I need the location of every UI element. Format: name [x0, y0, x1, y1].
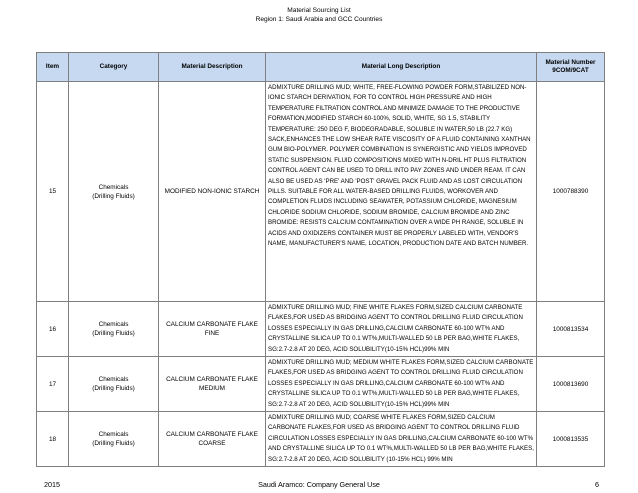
header-material-number — [537, 53, 605, 82]
item-cell: 18 — [37, 412, 69, 467]
long-description-text: ADMIXTURE DRILLING MUD; COARSE WHITE FLAKES FORM,SIZED CALCIUM CARBONATE FLAKES,FOR USED AS BRIDGING AGENT TO CONTROL DRILLING FLUID CIRCULATION LOSSES ESPECIALLY IN GAS DRILLING,CALCIUM CARBONATE 60-100 WT% AND CRYSTALLINE SILICA UP TO 0.1 WT%,MULTI-WALLED 50 LB PER BAG,WHITE FLAKES, SG:2.7-2.8 AT 20 DEG, ACID SOLUBILITY (10-15% HCL) 99% MIN — [268, 414, 534, 463]
description-line1: CALCIUM CARBONATE FLAKE — [166, 376, 258, 383]
long-description-cell — [266, 82, 537, 302]
long-description-text: ADMIXTURE DRILLING MUD; WHITE, FREE-FLOWING POWDER FORM,STABILIZED NON-IONIC STARCH DERIVATION, FOR TO CONTROL HIGH PRESSURE AND HIGH TEMPERATURE FILTRATION CONTROL AND MINIMIZE DAMAGE TO THE PRODUCTIVE FORMATION,MODIFIED STARCH 60-100%, SOLID, WHITE, SG 1.5, STABILITY TEMPERATURE: 250 DEG F, BIODEGRADABLE, SOLUBLE IN WATER,50 LB (22.7 KG) SACK,ENHANCES THE LOW SHEAR RATE VISCOSITY OF A FLUID CONTAINING XANTHAN GUM BIO-POLYMER. POLYMER COMBINATION IS SYNERGISTIC AND YIELDS IMPROVED STATIC SUSPENSION. FLUID COMPOSITIONS MIXED WITH N-DRIL HT PLUS FILTRATION CONTROL AGENT CAN BE USED TO DRILL INTO PAY ZONES AND UNDER REAM. IT CAN ALSO BE USED AS 'PRE' AND 'POST' GRAVEL PACK FLUID AND AS LOST CIRCULATION PILLS. SUITABLE FOR ALL WATER-BASED DRILLING FLUIDS, WORKOVER AND COMPLETION FLUIDS INCLUDING SEAWATER, POTASSIUM CHLORIDE, MAGNESIUM CHLORIDE SODIUM CHLORIDE, SODIUM BROMIDE, CALCIUM BROMIDE AND ZINC BROMIDE: RESISTS CALCIUM CONTAMINATION OVER A WIDE PH RANGE, SOLUBLE IN ACIDS AND OXIDIZERS CONTAINER MUST BE PROPERLY LABELED WITH, VENDOR'S NAME, MANUFACTURER'S NAME, LOCATION, PRODUCTION DATE AND BATCH NUMBER. — [268, 84, 531, 248]
long-description-cell — [266, 412, 537, 467]
category-line1: Chemicals — [98, 431, 129, 438]
footer-year: 2015 — [44, 480, 60, 489]
description-cell — [159, 357, 266, 412]
description-line1: MODIFIED NON-IONIC STARCH — [164, 188, 260, 195]
description-line2: MEDIUM — [199, 385, 225, 392]
material-number-cell: 1000813534 — [537, 302, 605, 357]
header-category: Category — [69, 53, 159, 82]
category-line1: Chemicals — [98, 376, 129, 383]
long-description-text: ADMIXTURE DRILLING MUD; MEDIUM WHITE FLAKES FORM,SIZED CALCIUM CARBONATE FLAKES,FOR USED AS BRIDGING AGENT TO CONTROL DRILLING FLUID CIRCULATION LOSSES ESPECIALLY IN GAS DRILLING,CALCIUM CARBONATE 60-100 WT% AND CRYSTALLINE SILICA UP TO 0.1 WT%,MULTI-WALLED 50 LB PER BAG,WHITE FLAKES, SG:2.7-2.8 AT 20 DEG, ACID SOLUBILITY(10-15% HCL)99% MIN — [268, 359, 534, 408]
category-cell — [69, 302, 159, 357]
header-material-number-line2: 9COM/9CAT — [552, 67, 589, 74]
table-header-row — [37, 53, 605, 82]
header-material-long-description: Material Long Description — [266, 53, 537, 82]
item-cell: 16 — [37, 302, 69, 357]
description-cell — [159, 82, 266, 302]
material-number-cell: 1000813690 — [537, 357, 605, 412]
item-cell: 15 — [37, 82, 69, 302]
long-description-cell — [266, 302, 537, 357]
category-line2: (Drilling Fluids) — [92, 440, 135, 447]
header-material-description: Material Description — [159, 53, 266, 82]
long-description-text: ADMIXTURE DRILLING MUD; FINE WHITE FLAKES FORM,SIZED CALCIUM CARBONATE FLAKES,FOR USED AS BRIDGING AGENT TO CONTROL DRILLING FLUID CIRCULATION LOSSES ESPECIALLY IN GAS DRILLING,CALCIUM CARBONATE 60-100 WT% AND CRYSTALLINE SILICA UP TO 0.1 WT%,MULTI-WALLED 50 LB PER BAG,WHITE FLAKES, SG:2.7-2.8 AT 20 DEG, ACID SOLUBILITY(10-15% HCL)99% MIN — [268, 304, 523, 353]
table-row — [37, 302, 605, 357]
category-line2: (Drilling Fluids) — [92, 385, 135, 392]
category-cell — [69, 357, 159, 412]
category-cell — [69, 412, 159, 467]
header-item: Item — [37, 53, 69, 82]
document-subtitle: Region 1: Saudi Arabia and GCC Countries — [255, 16, 383, 23]
item-cell: 17 — [37, 357, 69, 412]
long-description-cell — [266, 357, 537, 412]
document-title: Material Sourcing List — [287, 7, 351, 14]
description-line2: FINE — [204, 330, 220, 337]
material-number-cell: 1000788390 — [537, 82, 605, 302]
description-line2: COARSE — [198, 440, 226, 447]
category-line2: (Drilling Fluids) — [92, 192, 135, 200]
category-line1: Chemicals — [98, 183, 129, 191]
material-sourcing-table — [36, 52, 605, 467]
table-row — [37, 357, 605, 412]
table-row — [37, 412, 605, 467]
footer-classification: Saudi Aramco: Company General Use — [258, 480, 380, 489]
description-line1: CALCIUM CARBONATE FLAKE — [166, 431, 258, 438]
description-cell — [159, 412, 266, 467]
category-line1: Chemicals — [98, 321, 129, 328]
table-row — [37, 82, 605, 302]
header-material-number-line1: Material Number — [545, 59, 596, 66]
description-line1: CALCIUM CARBONATE FLAKE — [166, 321, 258, 328]
description-cell — [159, 302, 266, 357]
category-cell — [69, 82, 159, 302]
category-line2: (Drilling Fluids) — [92, 330, 135, 337]
page-number: 6 — [595, 480, 599, 489]
material-number-cell: 1000813535 — [537, 412, 605, 467]
